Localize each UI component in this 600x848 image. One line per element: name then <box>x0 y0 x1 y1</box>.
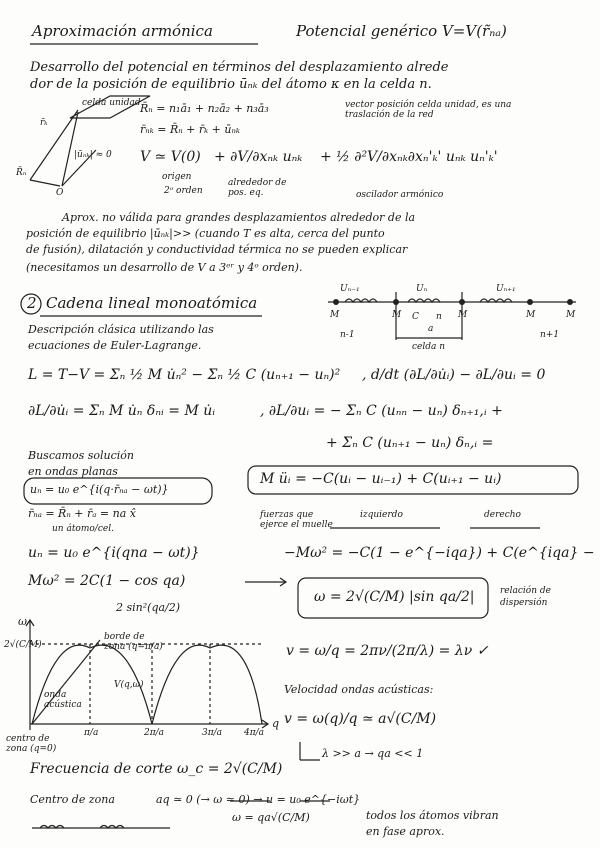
chain-label-un-1: Uₙ₋₁ <box>340 284 360 294</box>
subtitle: Potencial genérico V=V(r̃ₙₐ) <box>296 22 507 40</box>
graph-origin-note-1: centro de <box>6 734 50 744</box>
result-note-1: relación de <box>500 586 551 596</box>
zone-center-eq: aq ≃ 0 (→ ω ≃ 0) → u = u₀ e^{−iωt} <box>156 793 361 806</box>
chain-mass-5: M <box>566 310 576 320</box>
graph-origin-note-2: zona (q=0) <box>6 744 57 754</box>
note-oscillator: oscilador armónico <box>356 190 444 200</box>
ansatz-2: uₙ = u₀ e^{i(qna − ωt)} <box>28 545 200 561</box>
label-origin: O <box>56 188 64 198</box>
in-phase-note-2: en fase aprox. <box>366 825 445 838</box>
cutoff-frequency: Frecuencia de corte ω_c = 2√(C/M) <box>30 761 283 777</box>
rna: r̄ₙₐ = R̄ₙ + r̄ₐ = na x̂ <box>28 507 136 520</box>
cell-label: celda unidad <box>82 98 141 108</box>
expansion-term1: + ∂V/∂xₙₖ uₙₖ <box>214 149 303 165</box>
phase-velocity: v = ω/q = 2πν/(2π/λ) = λν ✓ <box>286 643 489 659</box>
chain-index-n: n <box>436 312 442 322</box>
intro-line-2: dor de la posición de equilibrio ūₙₖ del átomo κ en la celda n. <box>30 77 432 92</box>
equation-of-motion: M üᵢ = −C(uᵢ − uᵢ₋₁) + C(uᵢ₊₁ − uᵢ) <box>260 471 502 487</box>
chain-mass-2: M <box>392 310 402 320</box>
dL-dudot: ∂L/∂u̇ᵢ = Σₙ M u̇ₙ δₙᵢ = M u̇ᵢ <box>28 403 216 419</box>
dispersion-result: ω = 2√(C/M) |sin qa/2| <box>314 589 475 605</box>
page-title: Aproximación armónica <box>32 22 213 40</box>
lagrangian: L = T−V = Σₙ ½ M u̇ₙ² − Σₙ ½ C (uₙ₊₁ − uₙ)² <box>28 367 341 383</box>
note-deriv-2: pos. eq. <box>228 188 264 198</box>
chain-mass-3: M <box>458 310 468 320</box>
acoustic-velocity-title: Velocidad ondas acústicas: <box>284 683 434 696</box>
ansatz: uₙ = u₀ e^{i(q·r̄ₙₐ − ωt)} <box>30 483 169 496</box>
zone-center-label: Centro de zona <box>30 793 115 806</box>
eq-rn: R̄ₙ = n₁ā₁ + n₂ā₂ + n₃ā₃ <box>140 102 269 115</box>
in-phase-note-1: todos los átomos vibran <box>366 809 499 822</box>
graph-slope-label: V(q,ω) <box>114 680 144 690</box>
chain-spacing-a: a <box>428 324 434 334</box>
note-left: izquierdo <box>360 510 403 520</box>
dispersion-lhs: −Mω² = −C(1 − e^{−iqa}) + C(e^{iqa} − <box>284 545 595 561</box>
result-note-2: dispersión <box>500 598 548 608</box>
section-desc-1: Descripción clásica utilizando las <box>28 323 214 336</box>
graph-border-note-2: zona (q=π/a) <box>104 642 163 652</box>
graph-x-label: q <box>272 717 280 730</box>
note-force-1: fuerzas que <box>260 510 314 520</box>
label-rk: r̄ₖ <box>40 118 48 128</box>
approx-line-4: (necesitamos un desarrollo de V a 3ᵉʳ y 4ᵒ orden). <box>26 261 303 274</box>
graph-border-note-1: borde de <box>104 632 145 642</box>
graph-ymax: 2√(C/M) <box>4 640 42 650</box>
section-desc-2: ecuaciones de Euler-Lagrange. <box>28 339 202 352</box>
graph-slope-note-2: acústica <box>44 700 82 710</box>
note-origin: origen <box>162 172 192 182</box>
sin-identity: 2 sin²(qa/2) <box>116 601 181 614</box>
long-wavelength-limit: λ >> a → qa << 1 <box>322 747 424 760</box>
mw2: Mω² = 2C(1 − cos qa) <box>28 573 186 589</box>
graph-tick-3: 3π/a <box>202 728 223 738</box>
linear-dispersion: ω = qa√(C/M) <box>232 811 310 824</box>
group-velocity: v = ω(q)/q ≃ a√(C/M) <box>284 711 437 727</box>
section-number: 2 <box>27 294 37 312</box>
rna-note: un átomo/cel. <box>52 524 114 534</box>
dL-du-2: + Σₙ C (uₙ₊₁ − uₙ) δₙ,ᵢ = <box>326 435 494 451</box>
approx-line-2: posición de equilibrio |ūₙₖ|>> (cuando T es alta, cerca del punto <box>26 227 385 240</box>
graph-y-label: ω <box>18 615 27 628</box>
euler-lagrange: , d/dt (∂L/∂u̇ᵢ) − ∂L/∂uᵢ = 0 <box>362 367 546 383</box>
chain-index-n-1: n-1 <box>340 330 355 340</box>
expansion-lhs: V ≃ V(0) <box>140 149 201 165</box>
label-unk: |ūₙₖ| ≈ 0 <box>74 150 112 160</box>
section-title: Cadena lineal monoatómica <box>46 294 258 312</box>
note-deriv-1: alrededor de <box>228 178 287 188</box>
approx-line-1: Aprox. no válida para grandes desplazamientos alrededor de la <box>62 211 416 224</box>
chain-cell-label: celda n <box>412 342 446 352</box>
dL-du-1: , ∂L/∂uᵢ = − Σₙ C (uₙₙ − uₙ) δₙ₊₁,ᵢ + <box>260 403 503 419</box>
eq-rn-note-1: vector posición celda unidad, es una <box>345 100 512 110</box>
note-zero: 2ᵒ orden <box>164 186 203 196</box>
graph-tick-4: 4π/a <box>244 728 265 738</box>
search-line-1: Buscamos solución <box>28 449 134 462</box>
note-right: derecho <box>484 510 521 520</box>
chain-label-un+1: Uₙ₊₁ <box>496 284 516 294</box>
chain-label-un: Uₙ <box>416 284 428 294</box>
chain-spring-c: C <box>412 312 419 322</box>
expansion-term2: + ½ ∂²V/∂xₙₖ∂xₙ'ₖ' uₙₖ uₙ'ₖ' <box>320 149 498 165</box>
search-line-2: en ondas planas <box>28 465 118 478</box>
chain-mass-4: M <box>526 310 536 320</box>
chain-index-n+1: n+1 <box>540 330 560 340</box>
intro-line-1: Desarrollo del potencial en términos del desplazamiento alrede <box>30 60 449 75</box>
graph-slope-note-1: onda <box>44 690 67 700</box>
eq-rnk: r̄ₙₖ = R̄ₙ + r̄ₖ + ūₙₖ <box>140 123 240 136</box>
graph-tick-1: π/a <box>84 728 99 738</box>
note-force-2: ejerce el muelle <box>260 520 333 530</box>
label-Rn: R̄ₙ <box>16 168 27 178</box>
approx-line-3: de fusión), dilatación y conductividad térmica no se pueden explicar <box>26 243 408 256</box>
eq-rn-note-2: traslación de la red <box>345 110 434 120</box>
chain-mass-1: M <box>330 310 340 320</box>
graph-tick-2: 2π/a <box>144 728 165 738</box>
